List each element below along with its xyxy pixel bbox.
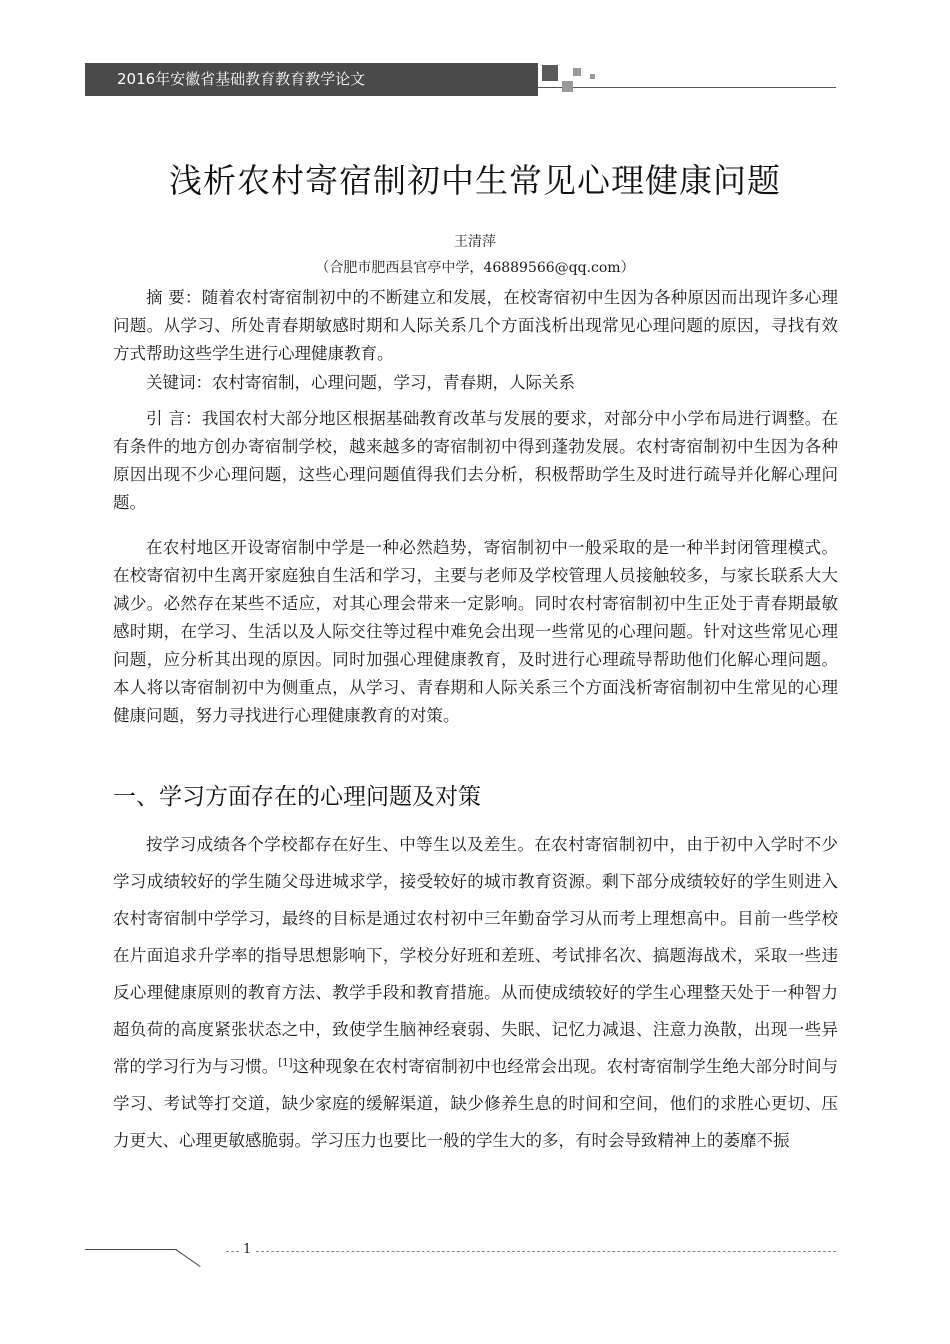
citation-ref: [1]	[278, 1057, 293, 1069]
paragraph-text: 在农村地区开设寄宿制中学是一种必然趋势，寄宿制初中一般采取的是一种半封闭管理模式。在校寄宿初中生离开家庭独自生活和学习，主要与老师及学校管理人员接触较多，与家长联系大大减少。必然存在某些不适应，对其心理会带来一定影响。同时农村寄宿制初中生正处于青春期最敏感时期，在学习、生活以及人际交往等过程中难免会出现一些常见的心理问题。针对这些常见心理问题，应分析其出现的原因。同时加强心理健康教育，及时进行心理疏导帮助他们化解心理问题。本人将以寄宿制初中为侧重点，从学习、青春期和人际关系三个方面浅析寄宿制初中生常见的心理健康问题，努力寻找进行心理健康教育的对策。	[113, 538, 838, 725]
header-text: 2016年安徽省基础教育教育教学论文	[117, 70, 366, 88]
author-affiliation: （合肥市肥西县官亭中学，46889566@qq.com）	[315, 260, 635, 276]
abstract-label: 摘 要：	[146, 288, 202, 307]
author-name: 王清萍	[454, 234, 496, 250]
paragraph-text-cont: 这种现象在农村寄宿制初中也经常会出现。农村寄宿制学生绝大部分时间与学习、考试等打交道，缺少家庭的缓解渠道，缺少修养生息的时间和空间，他们的求胜心更切、压力更大、心理更敏感脆弱。学习压力也要比一般的学生大的多，有时会导致精神上的萎靡不振	[113, 1057, 839, 1150]
header-decoration-square	[562, 81, 573, 92]
page-number: 1	[240, 1242, 254, 1257]
abstract	[113, 284, 838, 368]
header-decoration-square	[573, 68, 581, 76]
keywords-text: 农村寄宿制，心理问题，学习，青春期，人际关系	[212, 373, 575, 392]
body-paragraph	[113, 826, 838, 1159]
header-rule	[538, 87, 836, 88]
body-paragraph	[113, 534, 838, 730]
footer-rule-diagonal	[175, 1249, 200, 1267]
keywords	[113, 369, 838, 397]
header-decoration-square	[542, 65, 558, 81]
introduction	[113, 405, 838, 517]
abstract-text: 随着农村寄宿制初中的不断建立和发展，在校寄宿初中生因为各种原因而出现许多心理问题。从学习、所处青春期敏感时期和人际关系几个方面浅析出现常见心理问题的原因，寻找有效方式帮助这些学生进行心理健康教育。	[113, 288, 838, 363]
keywords-label: 关键词：	[146, 373, 212, 392]
header-band	[85, 63, 538, 96]
footer-rule	[85, 1249, 177, 1250]
intro-text: 我国农村大部分地区根据基础教育改革与发展的要求，对部分中小学布局进行调整。在有条件的地方创办寄宿制学校，越来越多的寄宿制初中得到蓬勃发展。农村寄宿制初中生因为各种原因出现不少心理问题，这些心理问题值得我们去分析，积极帮助学生及时进行疏导并化解心理问题。	[113, 409, 838, 512]
paper-title: 浅析农村寄宿制初中生常见心理健康问题	[169, 161, 781, 200]
intro-label: 引 言：	[146, 409, 202, 428]
section-heading: 一、学习方面存在的心理问题及对策	[113, 784, 481, 810]
paragraph-text: 按学习成绩各个学校都存在好生、中等生以及差生。在农村寄宿制初中，由于初中入学时不少学习成绩较好的学生随父母进城求学，接受较好的城市教育资源。剩下部分成绩较好的学生则进入农村寄宿制中学学习，最终的目标是通过农村初中三年勤奋学习从而考上理想高中。目前一些学校在片面追求升学率的指导思想影响下，学校分好班和差班、考试排名次、搞题海战术，采取一些违反心理健康原则的教育方法、教学手段和教育措施。从而使成绩较好的学生心理整天处于一种智力超负荷的高度紧张状态之中，致使学生脑神经衰弱、失眠、记忆力减退、注意力涣散，出现一些异常的学习行为与习惯。	[113, 835, 838, 1076]
header-decoration-square	[590, 74, 595, 79]
footer-dashed-rule	[226, 1251, 836, 1252]
